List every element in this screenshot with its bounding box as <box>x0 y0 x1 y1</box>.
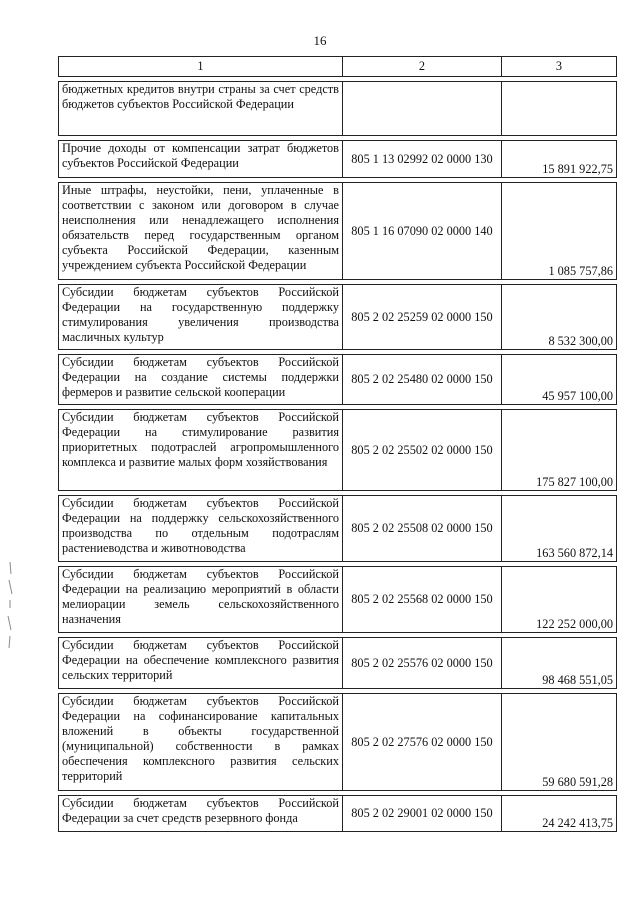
row-code: 805 1 16 07090 02 0000 140 <box>343 183 502 280</box>
row-code: 805 2 02 29001 02 0000 150 <box>343 796 502 832</box>
row-amount: 45 957 100,00 <box>502 355 617 405</box>
margin-scan-mark <box>4 560 18 650</box>
page-number: 16 <box>313 33 327 48</box>
table-header-row <box>59 57 617 77</box>
row-description: Субсидии бюджетам субъектов Российской Федерации за счет средств резервного фонда <box>59 796 343 832</box>
row-code: 805 2 02 25508 02 0000 150 <box>343 496 502 562</box>
row-description: Субсидии бюджетам субъектов Российской Федерации на реализацию мероприятий в области мелиорации земель сельскохозяйственного назначения <box>59 567 343 633</box>
row-code: 805 1 13 02992 02 0000 130 <box>343 141 502 178</box>
column-header-1: 1 <box>59 57 343 77</box>
row-amount: 122 252 000,00 <box>502 567 617 633</box>
row-description: Субсидии бюджетам субъектов Российской Федерации на стимулирование развития приоритетных подотраслей агропромышленного комплекса и развитие малых форм хозяйствования <box>59 410 343 491</box>
table-row <box>59 496 617 562</box>
table-row <box>59 567 617 633</box>
row-code: 805 2 02 27576 02 0000 150 <box>343 694 502 791</box>
row-code: 805 2 02 25259 02 0000 150 <box>343 285 502 350</box>
column-header-3: 3 <box>502 57 617 77</box>
row-description: бюджетных кредитов внутри страны за счет средств бюджетов субъектов Российской Федерации <box>59 82 343 136</box>
column-header-2: 2 <box>343 57 502 77</box>
table-row <box>59 183 617 280</box>
row-code: 805 2 02 25568 02 0000 150 <box>343 567 502 633</box>
row-code: 805 2 02 25576 02 0000 150 <box>343 638 502 689</box>
row-description: Субсидии бюджетам субъектов Российской Федерации на государственную поддержку стимулирования увеличения производства масличных культур <box>59 285 343 350</box>
budget-revenue-table <box>58 56 617 832</box>
row-amount: 24 242 413,75 <box>502 796 617 832</box>
table-row <box>59 285 617 350</box>
table-row <box>59 638 617 689</box>
row-code: 805 2 02 25502 02 0000 150 <box>343 410 502 491</box>
row-description: Субсидии бюджетам субъектов Российской Федерации на обеспечение комплексного развития сельских территорий <box>59 638 343 689</box>
row-amount: 8 532 300,00 <box>502 285 617 350</box>
row-description: Прочие доходы от компенсации затрат бюджетов субъектов Российской Федерации <box>59 141 343 178</box>
row-amount: 98 468 551,05 <box>502 638 617 689</box>
row-description: Субсидии бюджетам субъектов Российской Федерации на создание системы поддержки фермеров и развитие сельской кооперации <box>59 355 343 405</box>
table-row <box>59 82 617 136</box>
table-row <box>59 141 617 178</box>
row-amount: 163 560 872,14 <box>502 496 617 562</box>
row-amount <box>502 82 617 136</box>
row-description: Иные штрафы, неустойки, пени, уплаченные в соответствии с законом или договором в случае неисполнения или ненадлежащего исполнения обязательств перед государственным органом субъекта Российской Федерации, казенным учреждением субъекта Российской Федерации <box>59 183 343 280</box>
table-row <box>59 410 617 491</box>
row-amount: 175 827 100,00 <box>502 410 617 491</box>
table-row <box>59 796 617 832</box>
row-description: Субсидии бюджетам субъектов Российской Федерации на софинансирование капитальных вложений в объекты государственной (муниципальной) собственности в рамках обеспечения комплексного развития сельских территорий <box>59 694 343 791</box>
row-code: 805 2 02 25480 02 0000 150 <box>343 355 502 405</box>
row-amount: 1 085 757,86 <box>502 183 617 280</box>
table-row <box>59 355 617 405</box>
row-amount: 59 680 591,28 <box>502 694 617 791</box>
table-row <box>59 694 617 791</box>
row-code <box>343 82 502 136</box>
row-amount: 15 891 922,75 <box>502 141 617 178</box>
row-description: Субсидии бюджетам субъектов Российской Федерации на поддержку сельскохозяйственного производства по отдельным подотраслям растениеводства и животноводства <box>59 496 343 562</box>
